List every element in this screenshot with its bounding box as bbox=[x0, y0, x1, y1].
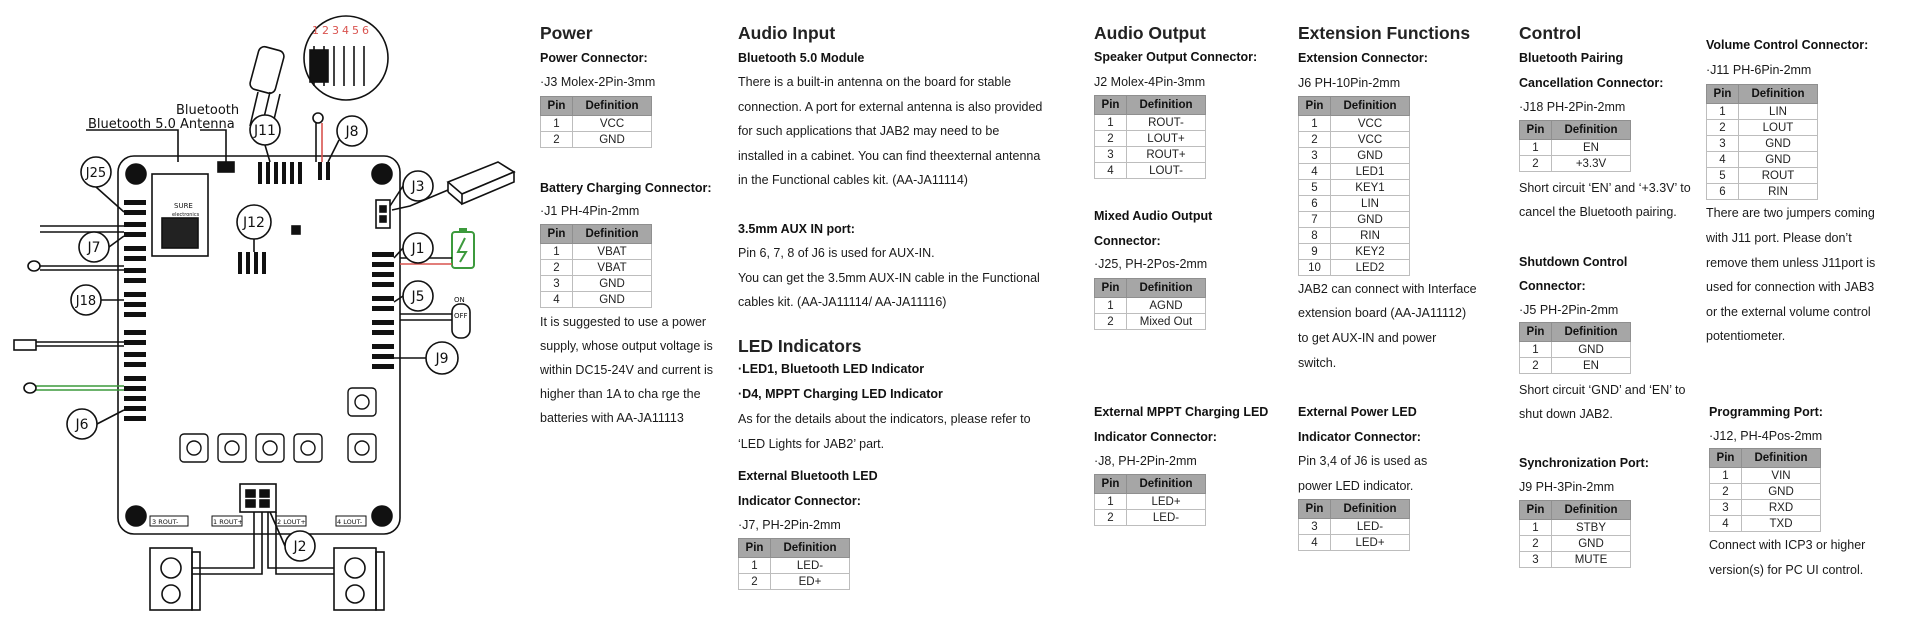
programming-port-table bbox=[1709, 448, 1821, 532]
port-label-lout-minus: 4 LOUT- bbox=[337, 518, 363, 526]
table-row bbox=[1520, 140, 1631, 156]
table-header-definition: Definition bbox=[1552, 501, 1631, 520]
mppt-led-sub: ·J8, PH-2Pin-2mm bbox=[1094, 454, 1197, 468]
table-cell: LIN bbox=[1739, 104, 1818, 120]
table-cell: LED- bbox=[771, 558, 850, 574]
volume-para-line: potentiometer. bbox=[1706, 329, 1786, 343]
table-row bbox=[541, 116, 652, 132]
table-cell: 1 bbox=[1299, 116, 1331, 132]
power-connector-table bbox=[540, 96, 652, 148]
cooling-fan-icons bbox=[180, 388, 376, 462]
table-cell: 1 bbox=[1520, 520, 1552, 536]
bt-pairing-para: cancel the Bluetooth pairing. bbox=[1519, 205, 1677, 219]
table-cell: ED+ bbox=[771, 574, 850, 590]
table-row bbox=[541, 132, 652, 148]
table-cell: 2 bbox=[1707, 120, 1739, 136]
table-cell: 2 bbox=[1520, 536, 1552, 552]
table-cell: LED1 bbox=[1331, 164, 1410, 180]
table-header-pin: Pin bbox=[1707, 85, 1739, 104]
table-cell: LOUT+ bbox=[1127, 131, 1206, 147]
table-cell: GND bbox=[1331, 148, 1410, 164]
table-header-definition: Definition bbox=[1127, 279, 1206, 298]
battery-connector-sub: ·J1 PH-4Pin-2mm bbox=[540, 204, 640, 218]
speaker-connector-title: Speaker Output Connector: bbox=[1094, 50, 1258, 64]
table-cell: LED2 bbox=[1331, 260, 1410, 276]
table-cell: 1 bbox=[541, 116, 573, 132]
bt-pairing-sub: ·J18 PH-2Pin-2mm bbox=[1519, 100, 1626, 114]
table-row bbox=[739, 558, 850, 574]
table-cell: EN bbox=[1552, 140, 1631, 156]
table-cell: 4 bbox=[1710, 516, 1742, 532]
extension-connector-title: Extension Connector: bbox=[1298, 51, 1428, 65]
shutdown-para: Short circuit ‘GND’ and ‘EN’ to bbox=[1519, 383, 1686, 397]
extension-heading: Extension Functions bbox=[1298, 23, 1471, 43]
power-note-line: It is suggested to use a power bbox=[540, 315, 707, 329]
mppt-led-title-2: Indicator Connector: bbox=[1094, 430, 1217, 444]
table-row bbox=[1707, 120, 1818, 136]
table-row bbox=[1095, 298, 1206, 314]
power-connector-title: Power Connector: bbox=[540, 51, 648, 65]
switch-on-label: ON bbox=[454, 296, 465, 304]
table-header-definition: Definition bbox=[1552, 323, 1631, 342]
ext-bt-led-title-2: Indicator Connector: bbox=[738, 494, 861, 508]
volume-connector-title: Volume Control Connector: bbox=[1706, 38, 1869, 52]
port-label-rout-minus: 3 ROUT- bbox=[152, 518, 179, 526]
table-cell: VBAT bbox=[573, 244, 652, 260]
table-row bbox=[541, 260, 652, 276]
extension-para-line: JAB2 can connect with Interface bbox=[1298, 282, 1477, 296]
mixed-audio-table bbox=[1094, 278, 1206, 330]
mount-hole-icon bbox=[372, 506, 392, 526]
table-header-pin: Pin bbox=[1299, 97, 1331, 116]
programming-para-line: version(s) for PC UI control. bbox=[1709, 563, 1864, 577]
table-cell: 3 bbox=[1299, 519, 1331, 535]
table-cell: 1 bbox=[1095, 115, 1127, 131]
power-note-line: supply, whose output voltage is bbox=[540, 339, 713, 353]
bluetooth-para-line: connection. A port for external antenna is also provided bbox=[738, 100, 1043, 114]
table-row bbox=[1095, 494, 1206, 510]
table-cell: 4 bbox=[541, 292, 573, 308]
speaker-connector-sub: J2 Molex-4Pin-3mm bbox=[1094, 75, 1206, 89]
battery-icon bbox=[452, 228, 474, 268]
table-header-pin: Pin bbox=[1710, 449, 1742, 468]
volume-connector-table bbox=[1706, 84, 1818, 200]
table-cell: 3 bbox=[1710, 500, 1742, 516]
table-header-pin: Pin bbox=[1520, 121, 1552, 140]
table-header-definition: Definition bbox=[1742, 449, 1821, 468]
power-note-line: higher than 1A to cha rge the bbox=[540, 387, 701, 401]
table-row bbox=[1707, 136, 1818, 152]
pot-number-3: 3 bbox=[332, 24, 339, 37]
extension-para-line: to get AUX-IN and power bbox=[1298, 331, 1437, 345]
table-cell: 1 bbox=[1095, 298, 1127, 314]
table-cell: LOUT bbox=[1739, 120, 1818, 136]
volume-para-line: with J11 port. Please don’t bbox=[1706, 231, 1852, 245]
pot-number-5: 5 bbox=[352, 24, 359, 37]
volume-connector-sub: ·J11 PH-6Pin-2mm bbox=[1706, 63, 1812, 77]
ext-bt-led-title: External Bluetooth LED bbox=[738, 469, 878, 483]
diagram-label-j7: J7 bbox=[87, 240, 101, 256]
table-header-pin: Pin bbox=[1095, 279, 1127, 298]
table-cell: 5 bbox=[1707, 168, 1739, 184]
table-header-definition: Definition bbox=[1331, 97, 1410, 116]
aux-para-line: cables kit. (AA-JA11114/ AA-JA11116) bbox=[738, 295, 947, 309]
table-cell: RIN bbox=[1331, 228, 1410, 244]
table-header-pin: Pin bbox=[541, 225, 573, 244]
table-row bbox=[1520, 552, 1631, 568]
bt-pairing-title: Bluetooth Pairing bbox=[1519, 51, 1624, 65]
table-cell: GND bbox=[1552, 342, 1631, 358]
table-cell: GND bbox=[1739, 152, 1818, 168]
table-cell: 1 bbox=[1095, 494, 1127, 510]
table-cell: MUTE bbox=[1552, 552, 1631, 568]
power-note-line: batteries with AA-JA11113 bbox=[540, 411, 684, 425]
table-cell: TXD bbox=[1742, 516, 1821, 532]
diagram-label-j9: J9 bbox=[435, 351, 449, 367]
diagram-label-j18: J18 bbox=[75, 294, 97, 309]
diagram-label-antenna: Antenna bbox=[180, 117, 235, 132]
table-row bbox=[1299, 148, 1410, 164]
diagram-label-j5: J5 bbox=[411, 289, 425, 305]
table-header-definition: Definition bbox=[1552, 121, 1631, 140]
left-connectors-icon bbox=[124, 200, 146, 421]
table-cell: +3.3V bbox=[1552, 156, 1631, 172]
pot-number-1: 1 bbox=[312, 24, 319, 37]
bluetooth-para-line: for such applications that JAB2 may need to be bbox=[738, 124, 1000, 138]
table-cell: 2 bbox=[1520, 156, 1552, 172]
power-heading: Power bbox=[540, 23, 593, 43]
extension-para-line: extension board (AA-JA11112) bbox=[1298, 306, 1467, 320]
table-cell: 7 bbox=[1299, 212, 1331, 228]
table-cell: 4 bbox=[1299, 535, 1331, 551]
table-row bbox=[1299, 244, 1410, 260]
table-cell: 4 bbox=[1299, 164, 1331, 180]
table-row bbox=[1520, 342, 1631, 358]
table-cell: Mixed Out bbox=[1127, 314, 1206, 330]
shutdown-sub: ·J5 PH-2Pin-2mm bbox=[1519, 303, 1619, 317]
power-note-line: within DC15-24V and current is bbox=[540, 363, 713, 377]
port-label-lout-plus: 2 LOUT+ bbox=[277, 518, 306, 526]
mount-hole-icon bbox=[126, 506, 146, 526]
control-heading: Control bbox=[1519, 23, 1582, 43]
bluetooth-para-line: in the Functional cables kit. (AA-JA11114) bbox=[738, 173, 968, 187]
table-row bbox=[541, 244, 652, 260]
table-row bbox=[1707, 104, 1818, 120]
table-cell: 2 bbox=[1710, 484, 1742, 500]
table-cell: LED+ bbox=[1127, 494, 1206, 510]
table-row bbox=[1299, 228, 1410, 244]
table-row bbox=[1710, 468, 1821, 484]
table-header-definition: Definition bbox=[771, 539, 850, 558]
extension-para-line: switch. bbox=[1298, 356, 1337, 370]
table-cell: LOUT- bbox=[1127, 163, 1206, 179]
port-label-rout-plus: 1 ROUT+ bbox=[213, 518, 244, 526]
diagram-label-bluetooth: Bluetooth bbox=[176, 103, 240, 118]
mppt-led-title: External MPPT Charging LED bbox=[1094, 405, 1269, 419]
table-row bbox=[1710, 484, 1821, 500]
table-row bbox=[1707, 168, 1818, 184]
table-row bbox=[1520, 520, 1631, 536]
antenna-connector-icon bbox=[218, 162, 234, 172]
table-cell: VCC bbox=[1331, 116, 1410, 132]
d4-item: ·D4, MPPT Charging LED Indicator bbox=[738, 387, 943, 401]
bluetooth-para-line: There is a built-in antenna on the board for stable bbox=[738, 75, 1012, 89]
table-row bbox=[1095, 510, 1206, 526]
table-cell: 3 bbox=[1095, 147, 1127, 163]
ext-power-led-table bbox=[1298, 499, 1410, 551]
led1-item: ·LED1, Bluetooth LED Indicator bbox=[738, 362, 925, 376]
battery-connector-table bbox=[540, 224, 652, 308]
table-cell: VIN bbox=[1742, 468, 1821, 484]
chip-brand-sub: electronics bbox=[172, 212, 200, 218]
right-connectors-icon bbox=[372, 252, 394, 369]
j3-connector-icon bbox=[376, 200, 390, 228]
table-header-pin: Pin bbox=[1520, 501, 1552, 520]
table-cell: 2 bbox=[1520, 358, 1552, 374]
table-row bbox=[1299, 196, 1410, 212]
sync-port-table bbox=[1519, 500, 1631, 568]
table-header-pin: Pin bbox=[1095, 475, 1127, 494]
table-cell: 4 bbox=[1095, 163, 1127, 179]
led-para-line: As for the details about the indicators, please refer to bbox=[738, 412, 1031, 426]
mount-hole-icon bbox=[372, 164, 392, 184]
pot-number-2: 2 bbox=[322, 24, 329, 37]
table-cell: GND bbox=[1739, 136, 1818, 152]
speaker-right-icon bbox=[334, 548, 384, 610]
table-cell: 8 bbox=[1299, 228, 1331, 244]
table-row bbox=[1095, 131, 1206, 147]
table-cell: 1 bbox=[739, 558, 771, 574]
table-cell: STBY bbox=[1552, 520, 1631, 536]
diagram-label-j11: J11 bbox=[254, 123, 276, 139]
volume-para-line: remove them unless J11port is bbox=[1706, 256, 1876, 270]
j12-header-icon bbox=[238, 252, 266, 274]
table-cell: GND bbox=[573, 132, 652, 148]
table-header-definition: Definition bbox=[1127, 475, 1206, 494]
table-row bbox=[1095, 115, 1206, 131]
aux-para-line: Pin 6, 7, 8 of J6 is used for AUX-IN. bbox=[738, 246, 935, 260]
diagram-label-j12: J12 bbox=[243, 215, 265, 231]
led-icon bbox=[313, 113, 323, 162]
table-cell: LED- bbox=[1331, 519, 1410, 535]
table-row bbox=[1520, 358, 1631, 374]
table-cell: 2 bbox=[541, 132, 573, 148]
sync-port-sub: J9 PH-3Pin-2mm bbox=[1519, 480, 1615, 494]
table-cell: LIN bbox=[1331, 196, 1410, 212]
shutdown-title-2: Connector: bbox=[1519, 279, 1586, 293]
extension-connector-sub: J6 PH-10Pin-2mm bbox=[1298, 76, 1401, 90]
diagram-label-j2: J2 bbox=[293, 539, 307, 555]
volume-para-line: used for connection with JAB3 bbox=[1706, 280, 1875, 294]
shutdown-para: shut down JAB2. bbox=[1519, 407, 1613, 421]
table-cell: LED+ bbox=[1331, 535, 1410, 551]
table-cell: 2 bbox=[1095, 314, 1127, 330]
table-cell: 9 bbox=[1299, 244, 1331, 260]
table-cell: 2 bbox=[1299, 132, 1331, 148]
bt-pairing-title-2: Cancellation Connector: bbox=[1519, 76, 1664, 90]
pot-number-4: 4 bbox=[342, 24, 349, 37]
mixed-audio-title: Mixed Audio Output bbox=[1094, 209, 1213, 223]
table-cell: GND bbox=[1552, 536, 1631, 552]
bt-pairing-para: Short circuit ‘EN’ and ‘+3.3V’ to bbox=[1519, 181, 1691, 195]
table-row bbox=[1707, 152, 1818, 168]
diagram-label-j1: J1 bbox=[411, 241, 425, 257]
table-header-pin: Pin bbox=[1095, 96, 1127, 115]
table-cell: ROUT- bbox=[1127, 115, 1206, 131]
chip-brand: SURE bbox=[174, 202, 193, 210]
table-cell: GND bbox=[1742, 484, 1821, 500]
table-cell: 5 bbox=[1299, 180, 1331, 196]
table-row bbox=[1710, 516, 1821, 532]
j8-header-icon bbox=[318, 162, 330, 180]
led-para-line: ‘LED Lights for JAB2’ part. bbox=[738, 437, 885, 451]
bt-pairing-table bbox=[1519, 120, 1631, 172]
table-cell: KEY1 bbox=[1331, 180, 1410, 196]
ext-power-led-para: power LED indicator. bbox=[1298, 479, 1414, 493]
shutdown-table bbox=[1519, 322, 1631, 374]
extension-connector-table bbox=[1298, 96, 1410, 276]
table-row bbox=[1299, 132, 1410, 148]
table-cell: 10 bbox=[1299, 260, 1331, 276]
table-row bbox=[541, 292, 652, 308]
table-cell: VBAT bbox=[573, 260, 652, 276]
diagram-label-j8: J8 bbox=[345, 124, 359, 140]
board-diagram bbox=[0, 0, 540, 629]
table-cell: 4 bbox=[1707, 152, 1739, 168]
table-row bbox=[1707, 184, 1818, 200]
table-cell: LED- bbox=[1127, 510, 1206, 526]
speaker-connector-table bbox=[1094, 95, 1206, 179]
volume-para-line: or the external volume control bbox=[1706, 305, 1871, 319]
ext-power-led-para: Pin 3,4 of J6 is used as bbox=[1298, 454, 1428, 468]
table-header-definition: Definition bbox=[573, 225, 652, 244]
pot-number-6: 6 bbox=[362, 24, 369, 37]
ext-bt-led-sub: ·J7, PH-2Pin-2mm bbox=[738, 518, 841, 532]
programming-para-line: Connect with ICP3 or higher bbox=[1709, 538, 1866, 552]
table-row bbox=[1095, 163, 1206, 179]
table-cell: 1 bbox=[1710, 468, 1742, 484]
table-cell: KEY2 bbox=[1331, 244, 1410, 260]
diagram-label-j6: J6 bbox=[75, 417, 89, 433]
mixed-audio-sub: ·J25, PH-2Pos-2mm bbox=[1094, 257, 1208, 271]
diagram-label-bt50: Bluetooth 5.0 bbox=[88, 117, 176, 132]
table-cell: AGND bbox=[1127, 298, 1206, 314]
ext-power-led-title-2: Indicator Connector: bbox=[1298, 430, 1421, 444]
aux-in-title: 3.5mm AUX IN port: bbox=[738, 222, 855, 236]
ext-power-led-icon bbox=[24, 383, 36, 393]
table-row bbox=[1299, 519, 1410, 535]
table-cell: GND bbox=[573, 292, 652, 308]
table-cell: 1 bbox=[1707, 104, 1739, 120]
sync-port-title: Synchronization Port: bbox=[1519, 456, 1649, 470]
table-row bbox=[1520, 536, 1631, 552]
programming-port-sub: ·J12, PH-4Pos-2mm bbox=[1709, 429, 1823, 443]
table-cell: 2 bbox=[1095, 131, 1127, 147]
table-cell: 2 bbox=[739, 574, 771, 590]
table-row bbox=[739, 574, 850, 590]
table-header-pin: Pin bbox=[1520, 323, 1552, 342]
j11-header-icon bbox=[258, 162, 302, 184]
table-cell: RXD bbox=[1742, 500, 1821, 516]
table-row bbox=[1095, 314, 1206, 330]
table-cell: 3 bbox=[541, 276, 573, 292]
table-header-pin: Pin bbox=[739, 539, 771, 558]
aux-plug-icon bbox=[14, 340, 36, 350]
table-cell: 2 bbox=[541, 260, 573, 276]
table-cell: EN bbox=[1552, 358, 1631, 374]
table-cell: VCC bbox=[1331, 132, 1410, 148]
table-header-definition: Definition bbox=[573, 97, 652, 116]
table-cell: VCC bbox=[573, 116, 652, 132]
table-header-definition: Definition bbox=[1331, 500, 1410, 519]
battery-connector-title: Battery Charging Connector: bbox=[540, 181, 712, 195]
table-cell: RIN bbox=[1739, 184, 1818, 200]
table-cell: 2 bbox=[1095, 510, 1127, 526]
table-header-definition: Definition bbox=[1739, 85, 1818, 104]
table-row bbox=[1299, 116, 1410, 132]
mixed-audio-title-2: Connector: bbox=[1094, 234, 1161, 248]
programming-port-title: Programming Port: bbox=[1709, 405, 1823, 419]
table-row bbox=[1299, 260, 1410, 276]
table-row bbox=[1710, 500, 1821, 516]
switch-off-label: OFF bbox=[454, 312, 468, 320]
power-connector-sub: ·J3 Molex-2Pin-3mm bbox=[540, 75, 656, 89]
table-header-pin: Pin bbox=[1299, 500, 1331, 519]
volume-para-line: There are two jumpers coming bbox=[1706, 206, 1875, 220]
audio-input-heading: Audio Input bbox=[738, 23, 836, 43]
speaker-left-icon bbox=[150, 548, 200, 610]
bluetooth-para-line: installed in a cabinet. You can find theexternal antenna bbox=[738, 149, 1041, 163]
table-cell: 1 bbox=[1520, 140, 1552, 156]
table-header-definition: Definition bbox=[1127, 96, 1206, 115]
aux-para-line: You can get the 3.5mm AUX-IN cable in the Functional bbox=[738, 271, 1040, 285]
led-indicators-heading: LED Indicators bbox=[738, 336, 862, 356]
shutdown-title: Shutdown Control bbox=[1519, 255, 1628, 269]
ext-led-icon bbox=[28, 261, 40, 271]
table-row bbox=[1299, 164, 1410, 180]
table-cell: GND bbox=[1331, 212, 1410, 228]
table-cell: ROUT+ bbox=[1127, 147, 1206, 163]
table-cell: 1 bbox=[1520, 342, 1552, 358]
table-row bbox=[541, 276, 652, 292]
ext-power-led-title: External Power LED bbox=[1298, 405, 1417, 419]
table-cell: 3 bbox=[1520, 552, 1552, 568]
ext-bt-led-table bbox=[738, 538, 850, 590]
table-row bbox=[1095, 147, 1206, 163]
mppt-led-table bbox=[1094, 474, 1206, 526]
table-header-pin: Pin bbox=[541, 97, 573, 116]
bluetooth-module-title: Bluetooth 5.0 Module bbox=[738, 51, 865, 65]
audio-output-heading: Audio Output bbox=[1094, 23, 1206, 43]
diagram-label-j3: J3 bbox=[411, 179, 425, 195]
diagram-label-j25: J25 bbox=[85, 166, 107, 181]
table-cell: 6 bbox=[1299, 196, 1331, 212]
table-row bbox=[1299, 535, 1410, 551]
table-row bbox=[1299, 212, 1410, 228]
table-cell: 1 bbox=[541, 244, 573, 260]
table-row bbox=[1520, 156, 1631, 172]
table-cell: ROUT bbox=[1739, 168, 1818, 184]
table-cell: GND bbox=[573, 276, 652, 292]
table-cell: 3 bbox=[1707, 136, 1739, 152]
table-row bbox=[1299, 180, 1410, 196]
table-cell: 6 bbox=[1707, 184, 1739, 200]
table-cell: 3 bbox=[1299, 148, 1331, 164]
mount-hole-icon bbox=[126, 164, 146, 184]
